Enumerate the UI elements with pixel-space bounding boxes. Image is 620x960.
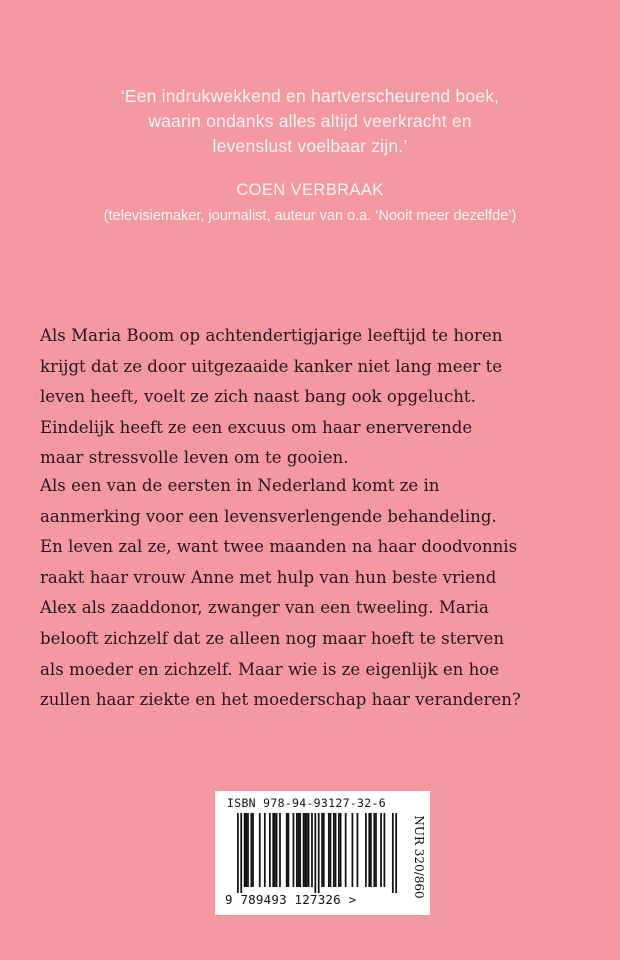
barcode-bar [286, 813, 288, 887]
barcode-bar [333, 813, 335, 887]
blurb-line: maar stressvolle leven om te gooien. [40, 448, 349, 468]
barcode-bar [259, 813, 261, 887]
barcode-bar [384, 813, 386, 887]
blurb-line: als moeder en zichzelf. Maar wie is ze eigenlijk en hoe [40, 659, 500, 679]
barcode-bar [276, 813, 278, 887]
barcode-bar [373, 813, 375, 887]
barcode-bar [306, 813, 308, 887]
barcode-bar [274, 813, 276, 887]
blurb-line: belooft zichzelf dat ze alleen nog maar hoeft te sterven [40, 628, 505, 648]
blurb-line: Als Maria Boom op achtendertigjarige leeftijd te horen [40, 326, 503, 345]
quote-author-description: (televisiemaker, journalist, auteur van o.a. ‘Nooit meer dezelfde’) [103, 208, 517, 224]
nur-code [411, 807, 427, 907]
barcode-panel [215, 791, 430, 915]
barcode-bar [279, 813, 281, 887]
barcode-bar [244, 813, 246, 887]
blurb-line: En leven zal ze, want twee maanden na haar doodvonnis [40, 537, 518, 557]
barcode-bar [323, 813, 325, 887]
quote-line: levenslust voelbaar zijn.’ [212, 136, 408, 156]
blurb-line: Als een van de eersten in Nederland komt ze in [40, 476, 440, 495]
barcode-bar [321, 813, 323, 887]
barcode-bar [345, 813, 347, 887]
quote-author-name: COEN VERBRAAK [236, 181, 384, 199]
barcode-bar [293, 813, 295, 887]
barcode-bar [328, 813, 330, 887]
barcode-bar [311, 813, 313, 887]
barcode-bar [314, 813, 316, 893]
barcode-bar [237, 813, 239, 893]
isbn-label: ISBN 978-94-93127-32-6 [227, 796, 386, 810]
barcode-bar [318, 813, 320, 893]
barcode-bars [225, 813, 400, 893]
blurb-paragraph-1 [40, 321, 600, 474]
barcode-bar [392, 813, 394, 893]
quote-line: ‘Een indrukwekkend en hartverscheurend boek, [120, 86, 500, 106]
barcode-bar [245, 813, 247, 887]
barcode-bar [298, 813, 300, 887]
barcode-bar [269, 813, 271, 887]
barcode-bar [357, 813, 359, 887]
quote-line: waarin ondanks alles altijd veerkracht en [148, 111, 472, 131]
barcode-bar [330, 813, 332, 887]
barcode-bar [247, 813, 249, 887]
barcode-bar [338, 813, 340, 887]
barcode-bar [299, 813, 301, 887]
blurb-line: zullen haar ziekte en het moederschap haar veranderen? [40, 690, 521, 710]
barcode-bar [368, 813, 370, 887]
barcode-bar [264, 813, 266, 887]
barcode-bar [240, 813, 242, 893]
barcode-bar [335, 813, 337, 887]
blurb-line: Eindelijk heeft ze een excuus om haar enerverende [40, 417, 473, 437]
barcode-bar [303, 813, 305, 887]
barcode-bar [304, 813, 306, 887]
blurb-line: Alex als zaaddonor, zwanger van een tweeling. Maria [40, 598, 489, 618]
barcode-bar [375, 813, 377, 887]
blurb-paragraph-2 [40, 471, 600, 716]
barcode-bar [252, 813, 254, 887]
barcode-bar [340, 813, 342, 887]
barcode-bar [296, 813, 298, 887]
barcode-bar [272, 813, 274, 887]
ean-digits: 9 789493 127326 > [225, 892, 357, 907]
barcode-bar [395, 813, 397, 893]
review-quote [0, 84, 620, 159]
barcode-bar [288, 813, 290, 887]
barcode-bar [352, 813, 354, 887]
blurb-line: raakt haar vrouw Anne met hulp van hun beste vriend [40, 567, 497, 587]
blurb-line: aanmerking voor een levensverlengende behandeling. [40, 506, 497, 526]
barcode-bar [308, 813, 310, 887]
barcode-bar [380, 813, 382, 887]
blurb-line: leven heeft, voelt ze zich naast bang ook opgelucht. [40, 387, 476, 407]
nur-code-text: NUR 320/860 [412, 815, 426, 899]
barcode-bar [365, 813, 367, 887]
barcode-bar [250, 813, 252, 887]
barcode-bar [370, 813, 372, 887]
blurb-line: krijgt dat ze door uitgezaaide kanker niet lang meer te [40, 356, 503, 376]
